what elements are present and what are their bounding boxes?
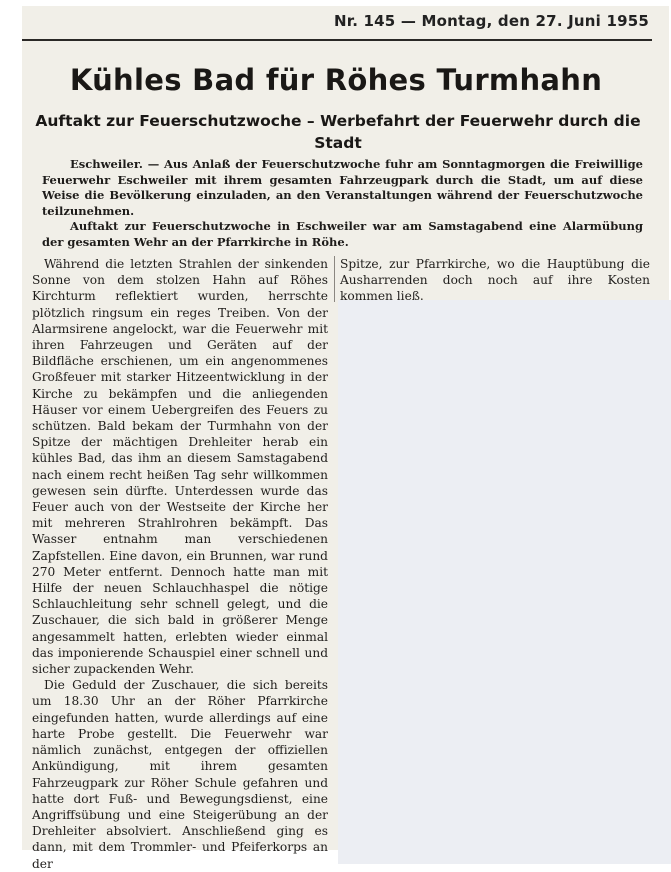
masthead-rule [22,39,652,41]
issue-dateline: Nr. 145 — Montag, den 27. Juni 1955 [333,12,649,30]
column-divider [334,256,335,302]
body-paragraph: Die Geduld der Zuschauer, die sich bereits um 18.30 Uhr an der Röher Pfarrkirche eingefunden hatten, wurde allerdings auf eine harte Probe gestellt. Die Feuerwehr war nämlich zunächst, entgegen der offiziellen Ankündigung, mit ihrem gesamten Fahrzeugpark zur Röher Schule gefahren und hatte dort Fuß- und Bewegungsdienst, eine Angriffsübung und eine Steigerübung an der Drehleiter absolviert. Anschließend ging es dann, mit dem Trommler- und Pfeiferkorps an der [32,678,328,871]
body-paragraph: Spitze, zur Pfarrkirche, wo die Hauptübung die Ausharrenden doch noch auf ihre Kosten kommen ließ. [340,257,650,304]
headline: Kühles Bad für Röhes Turmhahn [69,63,603,97]
body-paragraph: Während die letzten Strahlen der sinkenden Sonne von dem stolzen Hahn auf Röhes Kirchturm reflektiert wurden, herrschte plötzlich ringsum ein reges Treiben. Von der Alarmsirene angelockt, war die Feuerwehr mit ihren Fahrzeugen und Geräten auf der Bildfläche erschienen, um ein angenommenes Großfeuer mit starker Hitzeentwicklung in der Kirche zu bekämpfen und die anliegenden Häuser vor einem Uebergreifen des Feuers zu schützen. Bald bekam der Turmhahn von der Spitze der mächtigen Drehleiter herab ein kühles Bad, das ihm an diesem Samstagabend nach einem recht heißen Tag sehr willkommen gewesen sein dürfte. Unterdessen wurde das Feuer auch von der Westseite der Kirche her mit mehreren Strahlrohren bekämpft. Das Wasser entnahm man verschiedenen Zapfstellen. Eine davon, ein Brunnen, war rund 270 Meter entfernt. Dennoch hatte man mit Hilfe der neuen Schlauchhaspel die nötige Schlauchleitung sehr schnell gelegt, und die Zuschauer, die sich bald in größerer Menge angesammelt hatten, erlebten wieder einmal das imponierende Schauspiel einer schnell und sicher zupackenden Wehr. [32,257,328,677]
scanner-background [338,300,671,864]
body-column-right [340,256,650,305]
body-column-left [32,256,328,872]
subheadline: Auftakt zur Feuerschutzwoche – Werbefahrt der Feuerwehr durch die Stadt [35,112,641,152]
lead-paragraphs [42,157,643,250]
lead-paragraph: Eschweiler. — Aus Anlaß der Feuerschutzwoche fuhr am Sonntagmorgen die Freiwillige Feuerwehr Eschweiler mit ihrem gesamten Fahrzeugpark durch die Stadt, um auf diese Weise die Bevölkerung einzuladen, an den Veranstaltungen während der Feuerschutzwoche teilzunehmen. [42,157,643,218]
lead-paragraph: Auftakt zur Feuerschutzwoche in Eschweiler war am Samstagabend eine Alarmübung der gesamten Wehr an der Pfarrkirche in Röhe. [42,219,643,249]
